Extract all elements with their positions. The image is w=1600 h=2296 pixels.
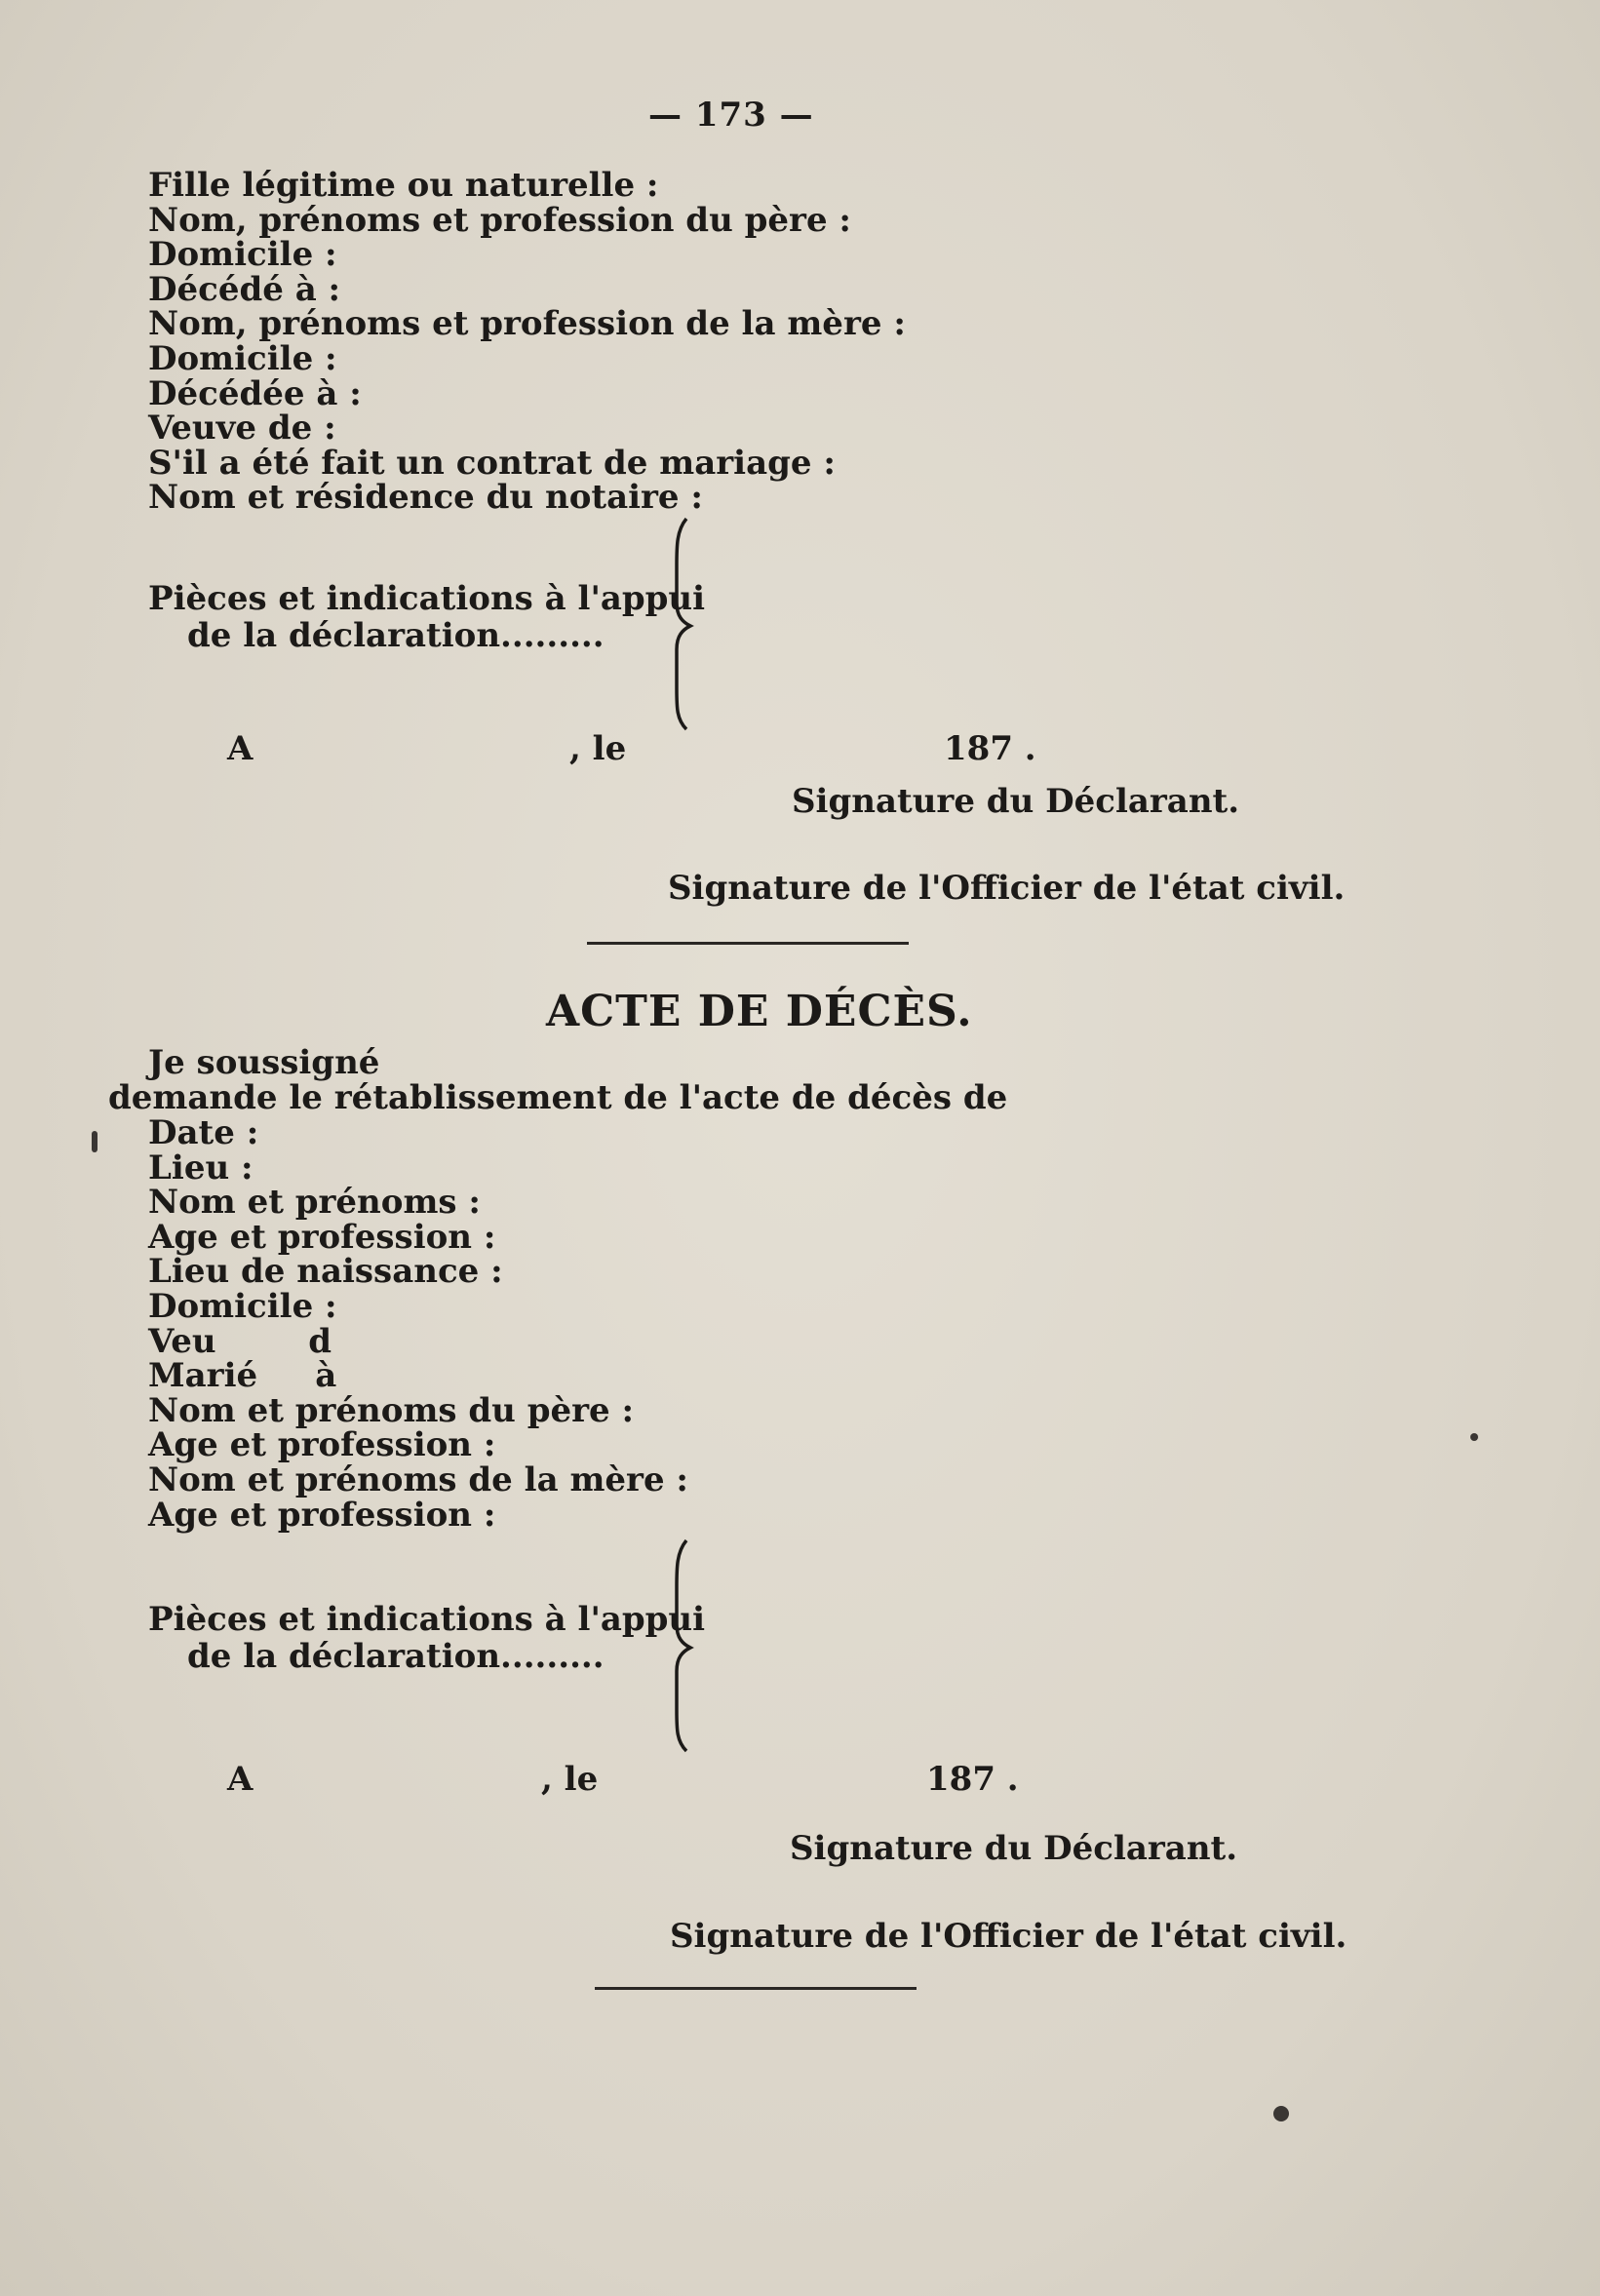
section1-field-list (148, 166, 906, 518)
page-number: — 173 — (648, 96, 814, 135)
pieces-line2: de la déclaration......... (187, 616, 605, 655)
field-domicile-mere: Domicile : (148, 338, 337, 378)
pieces-line1: Pièces et indications à l'appui (148, 579, 706, 618)
section2-heading: ACTE DE DÉCÈS. (546, 987, 973, 1036)
field-lieu-naissance: Lieu de naissance : (148, 1252, 503, 1292)
section2-date-year: 187 . (926, 1760, 1019, 1799)
field-contrat: S'il a été fait un contrat de mariage : (148, 443, 836, 483)
pieces-line2: de la déclaration......... (187, 1637, 605, 1676)
section1-date-year: 187 . (944, 729, 1036, 768)
field-pere: Nom, prénoms et profession du père : (148, 200, 851, 240)
section2-field-list (148, 1113, 688, 1535)
field-nom-prenoms: Nom et prénoms : (148, 1183, 481, 1223)
section1-pieces (148, 580, 705, 654)
section2-brace (663, 1538, 702, 1753)
field-decedee: Décédée à : (148, 373, 362, 413)
section1-signature-declarant: Signature du Déclarant. (792, 782, 1240, 821)
field-age-profession-pere: Age et profession : (148, 1425, 496, 1465)
section2-date-a: A (227, 1760, 254, 1799)
section2-date-le: , le (541, 1760, 599, 1799)
field-domicile-pere: Domicile : (148, 235, 337, 275)
field-notaire: Nom et résidence du notaire : (148, 478, 703, 518)
ink-speck (1470, 1433, 1478, 1441)
pieces-line1: Pièces et indications à l'appui (148, 1600, 706, 1639)
field-age-profession-mere: Age et profession : (148, 1495, 496, 1535)
field-veu: Veu d (148, 1321, 332, 1361)
field-veuve: Veuve de : (148, 409, 336, 448)
section1-brace (663, 517, 702, 731)
field-lieu: Lieu : (148, 1148, 254, 1187)
ink-speck (1273, 2106, 1289, 2121)
field-date: Date : (148, 1113, 259, 1152)
section2-signature-officier: Signature de l'Officier de l'état civil. (670, 1917, 1347, 1956)
field-mere: Nom et prénoms de la mère : (148, 1459, 688, 1499)
section2-pieces (148, 1601, 705, 1675)
field-domicile: Domicile : (148, 1286, 337, 1326)
field-decede: Décédé à : (148, 269, 341, 309)
section1-signature-officier: Signature de l'Officier de l'état civil. (668, 869, 1346, 908)
section1-date-a: A (227, 729, 254, 768)
section2-intro2: demande le rétablissement de l'acte de décès de (108, 1078, 1008, 1117)
field-mere: Nom, prénoms et profession de la mère : (148, 304, 906, 344)
end-divider (595, 1987, 917, 1990)
field-pere: Nom et prénoms du père : (148, 1390, 635, 1430)
ink-mark (92, 1131, 98, 1152)
section-divider (587, 942, 909, 945)
section2-intro1: Je soussigné (148, 1043, 380, 1082)
field-age-profession: Age et profession : (148, 1217, 496, 1257)
section1-date-le: , le (569, 729, 627, 768)
field-marie: Marié à (148, 1356, 337, 1396)
field-fille: Fille légitime ou naturelle : (148, 166, 659, 205)
section2-signature-declarant: Signature du Déclarant. (790, 1829, 1238, 1868)
